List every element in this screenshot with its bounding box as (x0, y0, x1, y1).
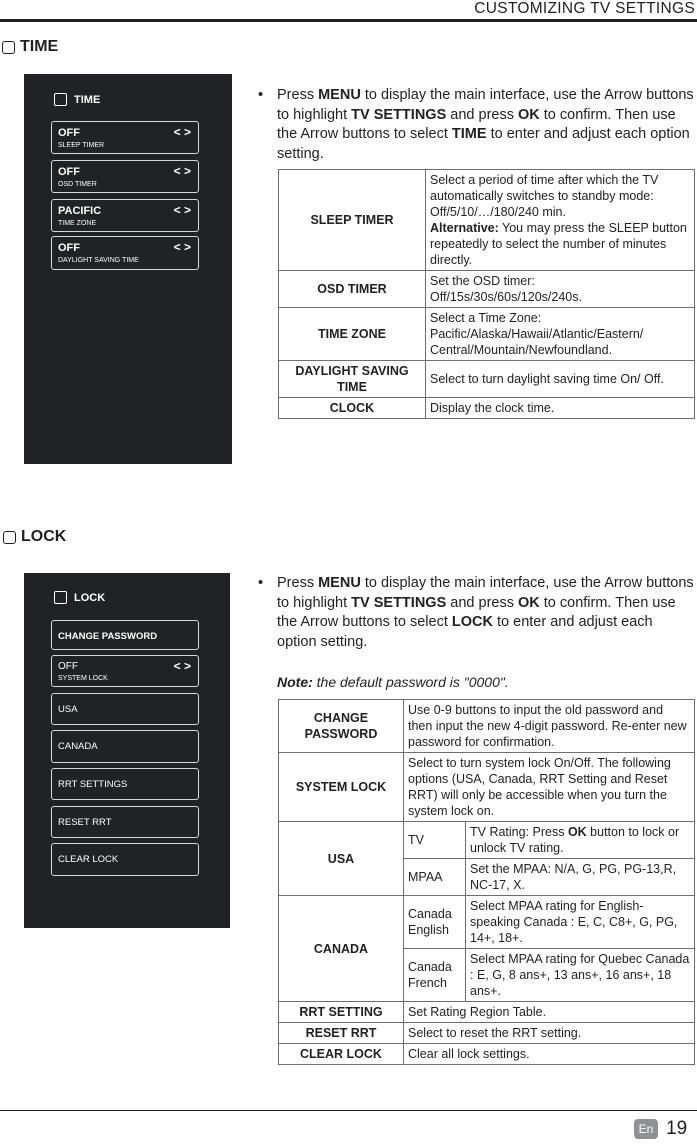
desc-text: TV Rating: Press (470, 825, 568, 839)
menu-item-canada (51, 730, 199, 763)
table-key: RRT SETTING (279, 1002, 404, 1023)
intro-text: to display the main interface, use the Arrow buttons to highlight (277, 575, 694, 611)
menu-item-reset-rrt (51, 806, 199, 838)
menu-item-clear-lock (51, 843, 199, 876)
intro-text: to confirm. Then use the Arrow buttons to select (277, 594, 676, 630)
table-row (279, 398, 695, 419)
table-desc: Set Rating Region Table. (404, 1002, 695, 1023)
table-desc (426, 271, 695, 308)
table-desc (426, 308, 695, 361)
table-key: CANADA (279, 896, 404, 1002)
intro-text: and press (446, 594, 518, 611)
menu-item-label: CLEAR LOCK (58, 854, 119, 865)
menu-item-label: RESET RRT (58, 817, 112, 828)
intro-text: Press (277, 87, 319, 103)
table-key: SYSTEM LOCK (279, 753, 404, 822)
table-desc: Use 0-9 buttons to input the old password and then input the new 4-digit password. Re-enter new password for confirmation. (404, 700, 695, 753)
menu-item-label: RRT SETTINGS (58, 779, 128, 790)
table-row (279, 896, 695, 949)
intro-text: Press (277, 575, 319, 591)
left-right-arrows-icon: < > (173, 125, 191, 139)
menu-item-value: OFF (58, 661, 78, 672)
menu-item-value: OFF (58, 127, 80, 139)
intro-bold: LOCK (451, 614, 493, 630)
table-key: OSD TIMER (279, 271, 426, 308)
menu-item-rrt-settings (51, 768, 199, 800)
intro-text: to display the main interface, use the Arrow buttons to highlight (277, 87, 694, 123)
menu-item-label: CANADA (58, 741, 98, 752)
table-row (279, 361, 695, 398)
table-row (279, 1002, 695, 1023)
time-intro-paragraph (258, 86, 695, 164)
table-subkey: TV (404, 822, 466, 859)
table-desc: Display the clock time. (426, 398, 695, 419)
intro-text: and press (446, 106, 518, 123)
table-key: USA (279, 822, 404, 896)
table-row (279, 1023, 695, 1044)
lock-section-heading (3, 528, 66, 546)
lock-note (277, 674, 509, 690)
intro-bold: TV SETTINGS (351, 106, 447, 123)
menu-item-label: SYSTEM LOCK (58, 675, 108, 682)
checkbox-icon (2, 41, 15, 54)
lock-heading-text: LOCK (21, 528, 67, 545)
desc-line: Set the OSD timer: (430, 274, 535, 288)
menu-item-label: TIME ZONE (58, 220, 97, 227)
note-text: the default password is "0000". (312, 674, 509, 690)
menu-item-label: CHANGE PASSWORD (58, 631, 158, 642)
desc-line: Off/15s/30s/60s/120s/240s. (430, 290, 582, 304)
bullet: • (258, 575, 264, 591)
intro-bold: TIME (451, 126, 487, 142)
menu-item-value: PACIFIC (58, 205, 102, 217)
lock-menu-title (54, 591, 105, 604)
table-key: CLEAR LOCK (279, 1044, 404, 1065)
table-row (279, 1044, 695, 1065)
desc-line: Pacific/Alaska/Hawaii/Atlantic/Eastern/ Central/Mountain/Newfoundland. (430, 327, 644, 357)
intro-text: to confirm. Then use the Arrow buttons to select (277, 106, 676, 142)
intro-bold: MENU (318, 575, 361, 591)
checkbox-icon (3, 531, 16, 544)
table-row (279, 753, 695, 822)
intro-bold: MENU (318, 87, 361, 103)
table-row (279, 170, 695, 271)
table-key: CHANGE PASSWORD (279, 700, 404, 753)
menu-item-label: USA (58, 704, 78, 715)
intro-bold: TV SETTINGS (351, 594, 447, 611)
menu-item-change-password (51, 620, 199, 650)
table-desc: Set the MPAA: N/A, G, PG, PG-13,R, NC-17, X. (466, 859, 695, 896)
intro-bold: OK (518, 594, 540, 611)
time-menu-title-text: TIME (74, 93, 101, 106)
time-settings-table (278, 169, 695, 419)
table-row (279, 700, 695, 753)
table-desc (466, 822, 695, 859)
menu-item-osd-timer (51, 160, 199, 193)
table-subkey: Canada French (404, 949, 466, 1002)
table-desc (426, 170, 695, 271)
desc-line: Select a period of time after which the TV automatically switches to standby mode: (430, 173, 659, 203)
time-menu-title (54, 93, 100, 106)
bullet: • (258, 87, 264, 103)
note-label: Note: (277, 674, 313, 690)
menu-item-label: SLEEP TIMER (58, 142, 105, 149)
table-desc: Select MPAA rating for Quebec Canada : E, G, 8 ans+, 13 ans+, 16 ans+, 18 ans+. (466, 949, 695, 1002)
table-key: TIME ZONE (279, 308, 426, 361)
menu-item-system-lock (51, 655, 199, 687)
intro-bold: OK (518, 106, 540, 123)
table-subkey: MPAA (404, 859, 466, 896)
table-key: SLEEP TIMER (279, 170, 426, 271)
desc-text: button to lock or unlock TV rating. (470, 825, 680, 855)
header-rule (0, 19, 697, 22)
intro-text: to enter and adjust each option setting. (277, 614, 653, 650)
table-key: DAYLIGHT SAVING TIME (279, 361, 426, 398)
table-desc: Select to turn daylight saving time On/ Off. (426, 361, 695, 398)
left-right-arrows-icon: < > (173, 164, 191, 178)
menu-item-value: OFF (58, 166, 80, 178)
table-row (279, 308, 695, 361)
desc-text: You may press the SLEEP button repeatedly to select the number of minutes directly. (430, 221, 687, 267)
table-row (279, 822, 695, 859)
desc-bold: Alternative: (430, 221, 499, 235)
table-desc: Clear all lock settings. (404, 1044, 695, 1065)
page-header-title: CUSTOMIZING TV SETTINGS (474, 0, 695, 17)
time-section-heading (2, 38, 58, 56)
table-desc: Select MPAA rating for English-speaking Canada : E, C, C8+, G, PG, 14+, 18+. (466, 896, 695, 949)
checkbox-icon (54, 591, 67, 604)
table-key: RESET RRT (279, 1023, 404, 1044)
checkbox-icon (54, 93, 67, 106)
menu-item-label: OSD TIMER (58, 181, 97, 188)
lock-menu-screenshot (24, 573, 230, 928)
menu-item-value: OFF (58, 242, 80, 254)
desc-bold: OK (567, 825, 587, 839)
table-row (279, 271, 695, 308)
lock-settings-table (278, 699, 695, 1065)
time-menu-screenshot (24, 74, 232, 464)
language-badge: En (634, 1119, 658, 1139)
page-number: 19 (666, 1118, 688, 1139)
footer-rule (0, 1110, 697, 1111)
time-heading-text: TIME (20, 38, 59, 55)
table-subkey: Canada English (404, 896, 466, 949)
menu-item-time-zone (51, 199, 199, 232)
table-key: CLOCK (279, 398, 426, 419)
desc-line: Off/5/10/…/180/240 min. (430, 205, 566, 219)
left-right-arrows-icon: < > (173, 240, 191, 254)
menu-item-usa (51, 693, 199, 725)
menu-item-sleep-timer (51, 121, 199, 154)
desc-line: Select a Time Zone: (430, 311, 542, 325)
menu-item-daylight-saving (51, 236, 199, 270)
table-desc: Select to reset the RRT setting. (404, 1023, 695, 1044)
left-right-arrows-icon: < > (173, 659, 191, 673)
lock-intro-paragraph (258, 574, 695, 652)
menu-item-label: DAYLIGHT SAVING TIME (58, 257, 139, 264)
table-desc: Select to turn system lock On/Off. The following options (USA, Canada, RRT Setting and Reset RRT) will only be accessible when you turn the system lock on. (404, 753, 695, 822)
intro-text: to enter and adjust each option setting. (277, 126, 690, 162)
desc-line (430, 220, 690, 268)
lock-menu-title-text: LOCK (74, 591, 106, 604)
left-right-arrows-icon: < > (173, 203, 191, 217)
